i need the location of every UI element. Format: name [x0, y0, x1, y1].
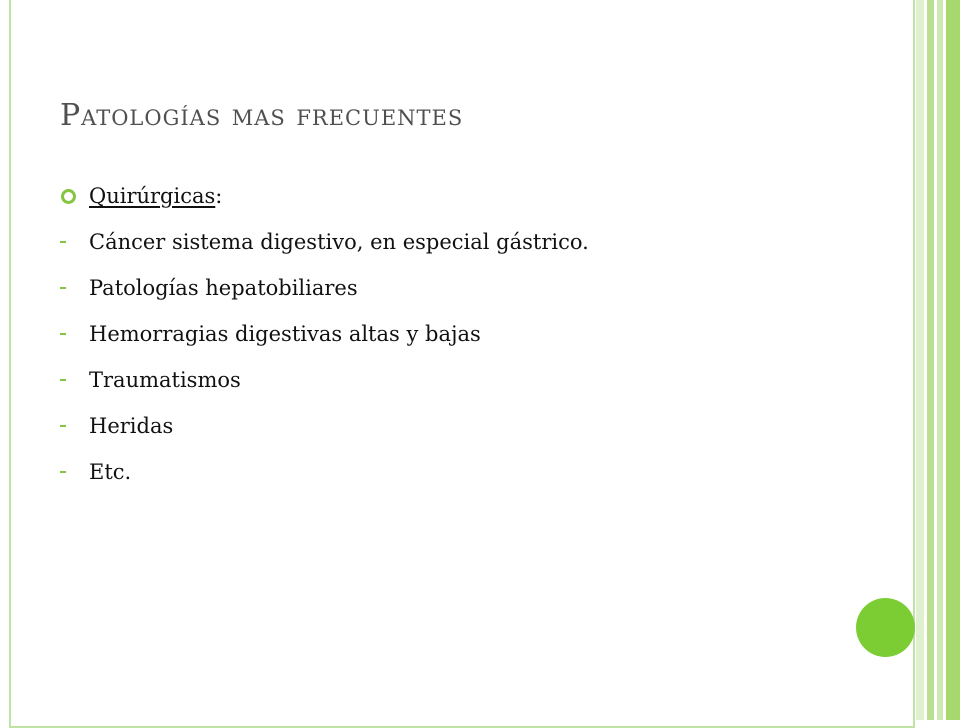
- bullet-heading-text: [89, 181, 222, 211]
- dash-bullet-icon: [60, 379, 66, 381]
- heading-label: Quirúrgicas: [89, 184, 216, 208]
- list-item: [0, 227, 860, 257]
- list-item-text: Patologías hepatobiliares: [89, 276, 358, 300]
- list-item-text: Hemorragias digestivas altas y bajas: [89, 322, 481, 346]
- circle-bullet-icon: [61, 189, 76, 204]
- list-item-text: Cáncer sistema digestivo, en especial gástrico.: [89, 230, 589, 254]
- dash-bullet-icon: [60, 471, 66, 473]
- list-item: [0, 365, 860, 395]
- list-item: [0, 273, 860, 303]
- list-item: [0, 411, 860, 441]
- dash-bullet-icon: [60, 425, 66, 427]
- list-item: [0, 457, 860, 487]
- list-item: [0, 319, 860, 349]
- decor-stripe: [946, 0, 960, 720]
- heading-suffix: :: [215, 184, 223, 208]
- decor-stripe: [916, 0, 924, 720]
- green-circle-decoration: [856, 598, 915, 657]
- dash-bullet-icon: [60, 333, 66, 335]
- decor-stripe: [927, 0, 934, 720]
- slide-title: Patologías mas frecuentes: [60, 98, 464, 133]
- list-item-text: Traumatismos: [89, 368, 241, 392]
- list-item-heading: [0, 181, 860, 211]
- dash-bullet-icon: [60, 287, 66, 289]
- list-item-text: Etc.: [89, 460, 132, 484]
- list-item-text: Heridas: [89, 414, 174, 438]
- dash-bullet-icon: [60, 241, 66, 243]
